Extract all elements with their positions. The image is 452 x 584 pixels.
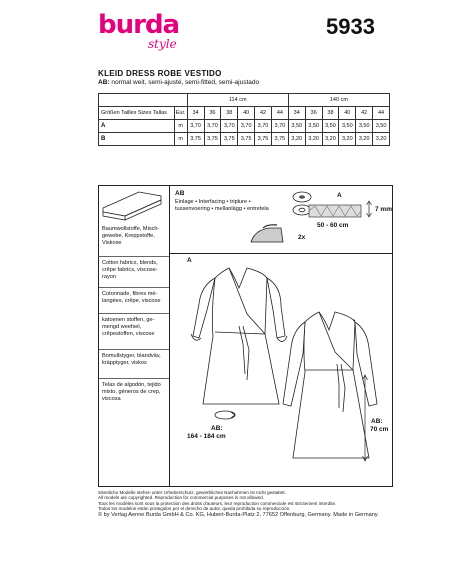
value-cell: 3,20 xyxy=(373,133,390,146)
value-cell: 3,70 xyxy=(255,120,272,133)
table-width-row xyxy=(99,94,390,107)
value-cell: 3,70 xyxy=(221,120,238,133)
size-cell: 44 xyxy=(373,107,390,120)
interfacing-text: Einlage • Interfacing • triplure • tussenvoering • mellanlägg • entretela xyxy=(175,199,269,212)
size-cell: 36 xyxy=(305,107,322,120)
divider xyxy=(99,349,169,350)
table-blank-cell xyxy=(99,94,188,107)
tape-length: 50 - 60 cm xyxy=(317,222,349,229)
size-cell: 42 xyxy=(356,107,373,120)
size-cell: 36 xyxy=(204,107,221,120)
value-cell: 3,20 xyxy=(339,133,356,146)
width-header: 140 cm xyxy=(288,94,389,107)
fabric-text-fr: Cotonnade, fibres mé-langées, crêpe, viscose xyxy=(102,291,161,304)
table-row xyxy=(99,133,390,146)
divider xyxy=(99,313,169,314)
size-cell: 40 xyxy=(238,107,255,120)
value-cell: 3,20 xyxy=(356,133,373,146)
value-cell: 3,20 xyxy=(288,133,305,146)
tape-view-label: A xyxy=(337,192,342,199)
copyright-line: © by Verlag Aenne Burda GmbH & Co. KG, Hubert-Burda-Platz 2, 77652 Offenburg, Germany. Made in Germany. xyxy=(98,511,379,518)
size-header-label: Größen Tailles Sizes Tallas xyxy=(99,107,175,120)
value-cell: 3,75 xyxy=(187,133,204,146)
copyright-footer xyxy=(98,490,398,518)
table-row xyxy=(99,120,390,133)
value-cell: 3,50 xyxy=(373,120,390,133)
value-cell: 3,75 xyxy=(204,133,221,146)
snaps-quantity: 2x xyxy=(298,234,306,241)
fabric-text-es: Telas de algodón, tejido mixto, géneros de crep, viscosa xyxy=(102,382,161,402)
width-arrow-icon xyxy=(365,200,375,220)
size-cell: 34 xyxy=(288,107,305,120)
value-cell: 3,75 xyxy=(221,133,238,146)
pattern-title: KLEID DRESS ROBE VESTIDO xyxy=(98,69,222,78)
value-cell: 3,50 xyxy=(288,120,305,133)
footer-line: All models are copyrighted. Reproduction for commercial purposes is not allowed. xyxy=(98,495,264,501)
dress-view-a-illustration xyxy=(181,264,291,414)
fabric-requirements-table xyxy=(98,93,390,146)
size-cell: 40 xyxy=(339,107,356,120)
divider xyxy=(169,253,392,254)
value-cell: 3,20 xyxy=(322,133,339,146)
size-cell: 38 xyxy=(221,107,238,120)
iron-icon xyxy=(247,224,287,248)
value-cell: 3,70 xyxy=(204,120,221,133)
unit-cell: m xyxy=(174,120,187,133)
hem-width-icon xyxy=(213,409,237,421)
value-cell: 3,20 xyxy=(305,133,322,146)
view-a-label: A xyxy=(187,257,192,264)
fit-text: normal weit, semi-ajusté, semi-fitted, semi-ajustado xyxy=(109,79,260,86)
fabric-text-sv: Bomullstyger, blandväv, kräpptyger, viskos xyxy=(102,353,161,366)
footer-line: Sämtliche Modelle stehen unter Urheberschutz, gewerbliches Nachahmen ist nicht gestattet. xyxy=(98,490,286,495)
burda-style-logo xyxy=(98,10,180,52)
brand-name: burda xyxy=(98,10,180,40)
value-cell: 3,70 xyxy=(238,120,255,133)
row-label: B xyxy=(99,133,175,146)
length-arrow-icon xyxy=(361,374,371,464)
divider xyxy=(99,256,169,257)
value-cell: 3,50 xyxy=(356,120,373,133)
unit-cell: m xyxy=(174,133,187,146)
fabric-text-nl: katoenen stoffen, ge-mengd weefsel, crêpestoffen, viscose xyxy=(102,317,155,337)
size-cell: 38 xyxy=(322,107,339,120)
value-cell: 3,70 xyxy=(187,120,204,133)
value-cell: 3,75 xyxy=(255,133,272,146)
fabric-text-de: Baumwollstoffe, Misch-gewebe, Kreppstoffe, Viskose xyxy=(102,226,160,246)
tape-width: 7 mm xyxy=(375,206,392,213)
pattern-number: 5933 xyxy=(326,14,375,39)
footer-line: Tous les modèles sont sous la protection des droits d'auteurs, leur reproduction commerciale est strictement interdite. xyxy=(98,500,337,506)
brand-sub: style xyxy=(148,37,177,51)
footer-line: Todos los modelos están protegidos por el derecho de autor, queda prohibida su reproducción. xyxy=(98,506,291,512)
fabric-column xyxy=(99,186,170,486)
value-cell: 3,70 xyxy=(271,120,288,133)
stay-tape-icon xyxy=(309,203,365,219)
fit-description xyxy=(98,79,259,86)
hem-width: 164 - 184 cm xyxy=(187,433,226,440)
fabric-text-en: Cotton fabrics, blends, crêpe fabrics, viscose-rayon xyxy=(102,260,158,280)
value-cell: 3,50 xyxy=(322,120,339,133)
row-label: A xyxy=(99,120,175,133)
value-cell: 3,75 xyxy=(238,133,255,146)
value-cell: 3,50 xyxy=(339,120,356,133)
notions-view-label: AB xyxy=(175,190,185,197)
table-size-row xyxy=(99,107,390,120)
hem-label: AB: xyxy=(211,425,223,432)
value-cell: 3,50 xyxy=(305,120,322,133)
size-cell: 42 xyxy=(255,107,272,120)
divider xyxy=(99,378,169,379)
size-cell: 44 xyxy=(271,107,288,120)
fabric-swatch-icon xyxy=(99,186,169,226)
unit-header: Eur. xyxy=(174,107,187,120)
length-label: AB: xyxy=(371,418,383,425)
length-value: 70 cm xyxy=(370,426,389,433)
width-header: 114 cm xyxy=(187,94,288,107)
fit-label: AB: xyxy=(98,79,110,86)
size-cell: 34 xyxy=(187,107,204,120)
value-cell: 3,75 xyxy=(271,133,288,146)
pattern-info-box xyxy=(98,185,393,487)
divider xyxy=(99,287,169,288)
